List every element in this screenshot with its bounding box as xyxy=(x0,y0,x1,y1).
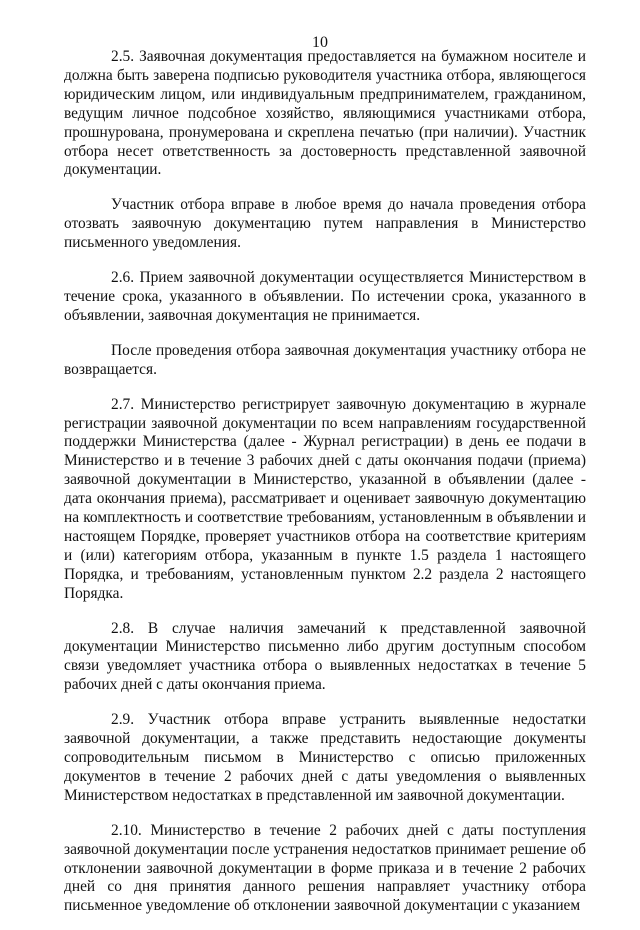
paragraph-2-6: 2.6. Прием заявочной документации осуществляется Министерством в течение срока, указанного в объявлении. По истечении срока, указанного в объявлении, заявочная документация не принимается. xyxy=(64,269,586,324)
paragraph-2-8: 2.8. В случае наличия замечаний к представленной заявочной документации Министерство письменно либо другим доступным способом связи уведомляет участника отбора о выявленных недостатках в течение 5 рабочих дней с даты окончания приема. xyxy=(64,619,586,694)
paragraph-2-5: 2.5. Заявочная документация предоставляется на бумажном носителе и должна быть заверена подписью руководителя участника отбора, являющегося юридическим лицом, или индивидуальным предпринимателем, гражданином, ведущим личное подсобное хозяйство, являющимися участниками отбора, прошнурована, пронумерована и скреплена печатью (при наличии). Участник отбора несет ответственность за достоверность представленной заявочной документации. xyxy=(64,48,586,179)
paragraph-2-7: 2.7. Министерство регистрирует заявочную документацию в журнале регистрации заявочной документации по всем направлениям государственной поддержки Министерства (далее - Журнал регистрации) в день ее подачи в Министерство и в течение 3 рабочих дней с даты окончания подачи (приема) заявочной документации в Министерство, указанной в объявлении (далее - дата окончания приема), рассматривает и оценивает заявочную документацию на комплектность и соответствие требованиям, установленным в объявлении и настоящем Порядке, проверяет участников отбора на соответствие критериям и (или) категориям отбора, указанным в пункте 1.5 раздела 1 настоящего Порядка, и требованиям, установленным пунктом 2.2 раздела 2 настоящего Порядка. xyxy=(64,395,586,602)
paragraph-2-9: 2.9. Участник отбора вправе устранить выявленные недостатки заявочной документации, а также представить недостающие документы сопроводительным письмом в Министерство с описью приложенных документов в течение 2 рабочих дней с даты уведомления о выявленных Министерством недостатках в представленной им заявочной документации. xyxy=(64,711,586,804)
paragraph-2-10: 2.10. Министерство в течение 2 рабочих дней с даты поступления заявочной документации после устранения недостатков принимает решение об отклонении заявочной документации в форме приказа и в течение 2 рабочих дней со дня принятия данного решения направляет участнику отбора письменное уведомление об отклонении заявочной документации с указанием xyxy=(64,821,586,915)
document-body xyxy=(64,48,586,930)
paragraph-not-returned: После проведения отбора заявочная документация участнику отбора не возвращается. xyxy=(64,341,586,378)
page-number: 10 xyxy=(312,34,328,51)
paragraph-withdraw: Участник отбора вправе в любое время до начала проведения отбора отозвать заявочную документацию путем направления в Министерство письменного уведомления. xyxy=(64,196,586,252)
